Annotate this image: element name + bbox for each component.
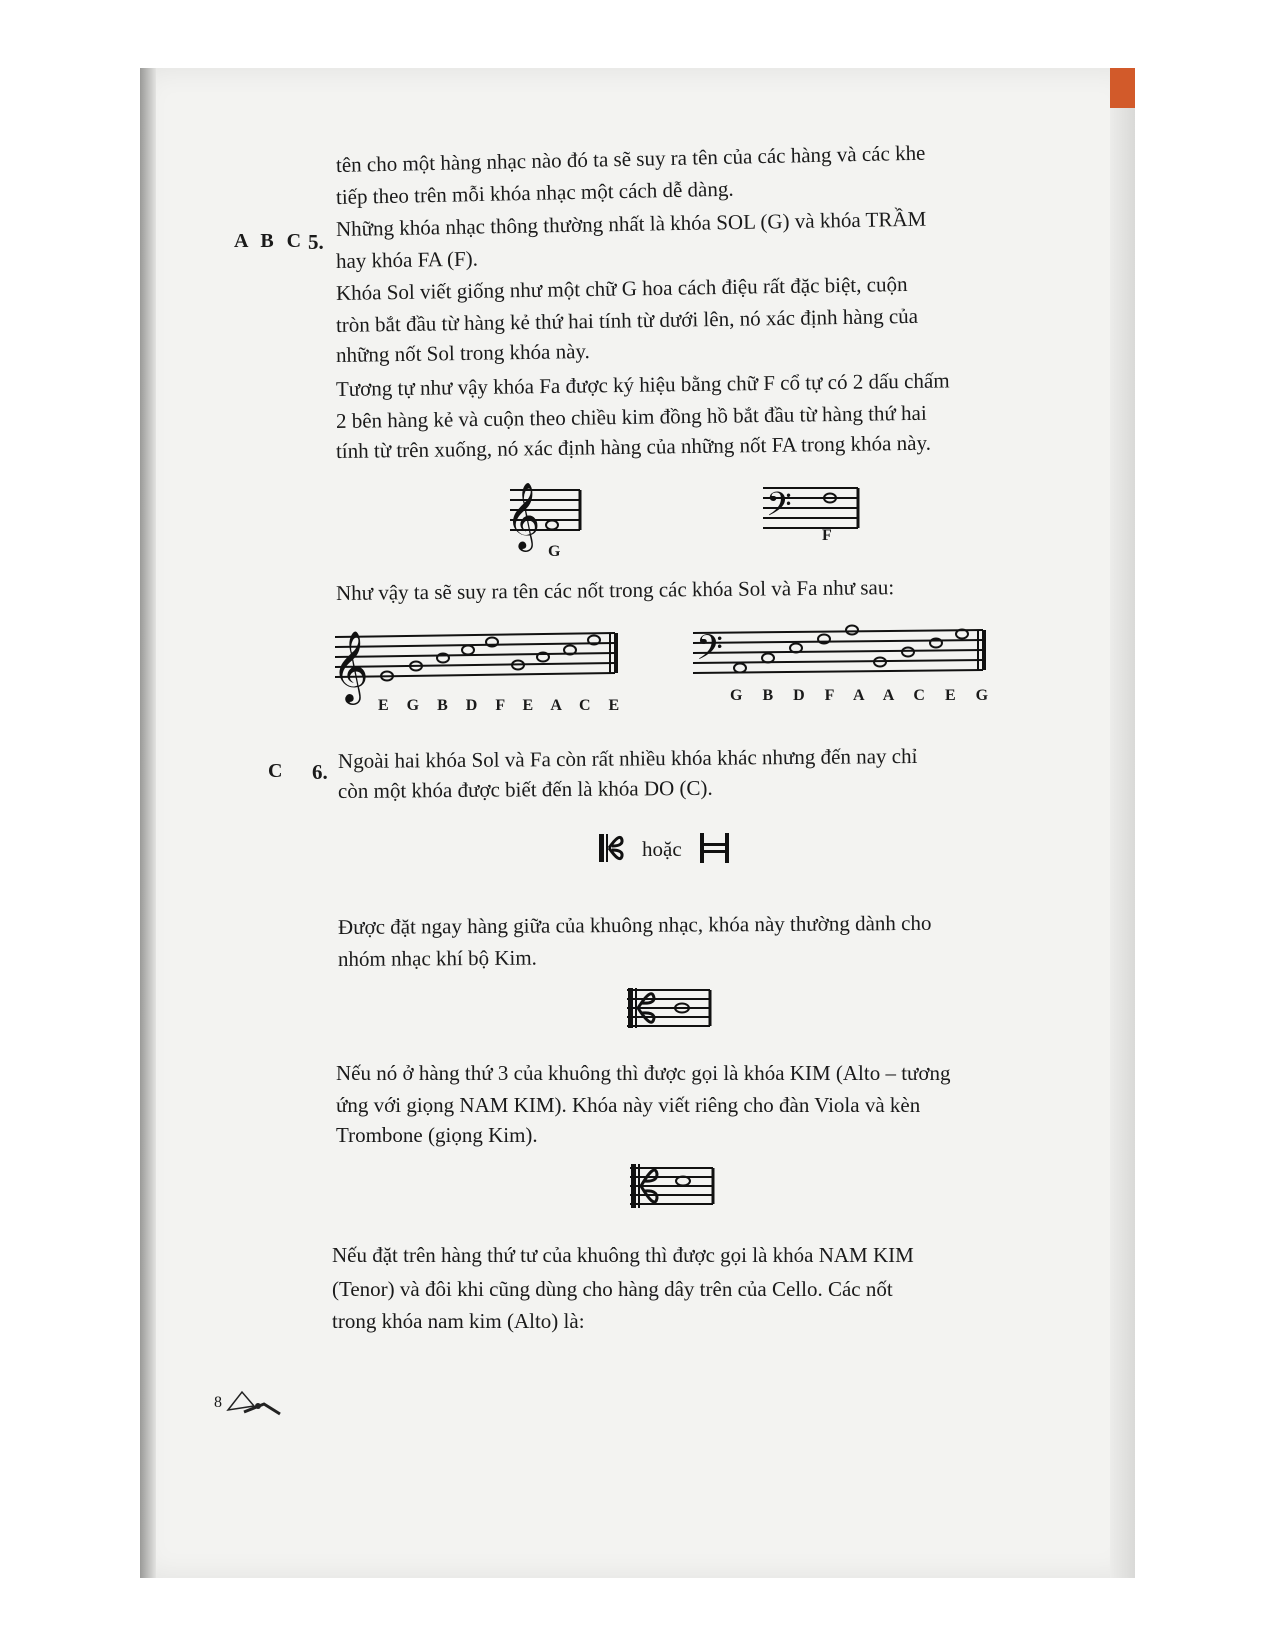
section-6-tag: C	[268, 760, 287, 782]
or-text: hoặc	[642, 837, 682, 861]
page-number: 8	[214, 1394, 222, 1411]
c-clef-icon	[596, 830, 626, 866]
notes-intro: Như vậy ta sẽ suy ra tên các nốt trong các khóa Sol và Fa như sau:	[335, 575, 895, 605]
section-6-para4-l3: trong khóa nam kim (Alto) là:	[332, 1309, 585, 1333]
section-5-para3-l2: 2 bên hàng kẻ và cuộn theo chiều kim đồng hồ bắt đầu từ hàng thứ hai	[335, 400, 927, 433]
section-6-para2-l2: nhóm nhạc khí bộ Kim.	[337, 945, 537, 971]
treble-clef-staff	[500, 480, 590, 570]
section-6-para1-l1: Ngoài hai khóa Sol và Fa còn rất nhiều khóa khác nhưng đến nay chỉ	[337, 743, 918, 773]
treble-note-names: E G B D F E A C E	[378, 697, 627, 714]
section-5-para3-l3: tính từ trên xuống, nó xác định hàng của những nốt FA trong khóa này.	[335, 430, 932, 463]
intro-line-2: tiếp theo trên mỗi khóa nhạc một cách dễ dàng.	[335, 176, 734, 209]
section-6-para2-l1: Được đặt ngay hàng giữa của khuông nhạc, khóa này thường dành cho	[337, 910, 932, 939]
book-cover-corner	[1110, 68, 1135, 108]
bass-notes-staff	[688, 618, 988, 696]
section-5-para1-l2: hay khóa FA (F).	[335, 246, 479, 273]
bass-note-names: G B D F A A C E G	[730, 687, 997, 704]
c-clef-middle-staff	[622, 984, 717, 1034]
bass-clef-icon: 𝄢	[696, 630, 724, 676]
treble-clef-icon: 𝄞	[332, 633, 369, 701]
clef-f-label: F	[822, 527, 834, 544]
page-spine-shadow	[140, 68, 156, 1578]
section-5-para2-l1: Khóa Sol viết giống như một chữ G hoa cách điệu rất đặc biệt, cuộn	[335, 272, 908, 305]
section-5-para1-l1: Những khóa nhạc thông thường nhất là khóa SOL (G) và khóa TRẦM	[335, 206, 927, 241]
section-6-para1-l2: còn một khóa được biết đến là khóa DO (C).	[337, 775, 713, 803]
section-5-number: 5.	[308, 230, 324, 254]
clef-g-label: G	[548, 543, 563, 560]
ornament-icon	[224, 1384, 284, 1424]
bass-clef-icon: 𝄢	[766, 486, 792, 531]
section-6-para4-l2: (Tenor) và đôi khi cũng dùng cho hàng dây trên của Cello. Các nốt	[332, 1277, 893, 1301]
bass-clef-staff	[758, 478, 868, 538]
c-clef-alt-icon	[697, 830, 733, 866]
section-5-para2-l3: những nốt Sol trong khóa này.	[335, 339, 590, 367]
section-5-para3-l1: Tương tự như vậy khóa Fa được ký hiệu bằng chữ F cổ tự có 2 dấu chấm	[335, 368, 950, 401]
page-edge	[1110, 68, 1135, 1578]
section-6-para3-l3: Trombone (giọng Kim).	[336, 1123, 538, 1147]
section-6-para4-l1: Nếu đặt trên hàng thứ tư của khuông thì được gọi là khóa NAM KIM	[332, 1243, 914, 1267]
alto-clef-staff	[625, 1160, 720, 1215]
section-6-para3-l2: ứng với giọng NAM KIM). Khóa này viết riêng cho đàn Viola và kèn	[336, 1093, 921, 1117]
treble-notes-staff	[330, 625, 625, 705]
section-6-number: 6.	[312, 760, 328, 784]
treble-clef-icon: 𝄞	[506, 483, 541, 548]
section-6-para3-l1: Nếu nó ở hàng thứ 3 của khuông thì được gọi là khóa KIM (Alto – tương	[336, 1061, 951, 1085]
note-icon	[546, 521, 558, 530]
section-5-para2-l2: tròn bắt đầu từ hàng kẻ thứ hai tính từ dưới lên, nó xác định hàng của	[335, 303, 919, 337]
intro-line-1: tên cho một hàng nhạc nào đó ta sẽ suy ra tên của các hàng và các khe	[335, 140, 926, 177]
section-5-tag: A B C	[234, 230, 306, 252]
